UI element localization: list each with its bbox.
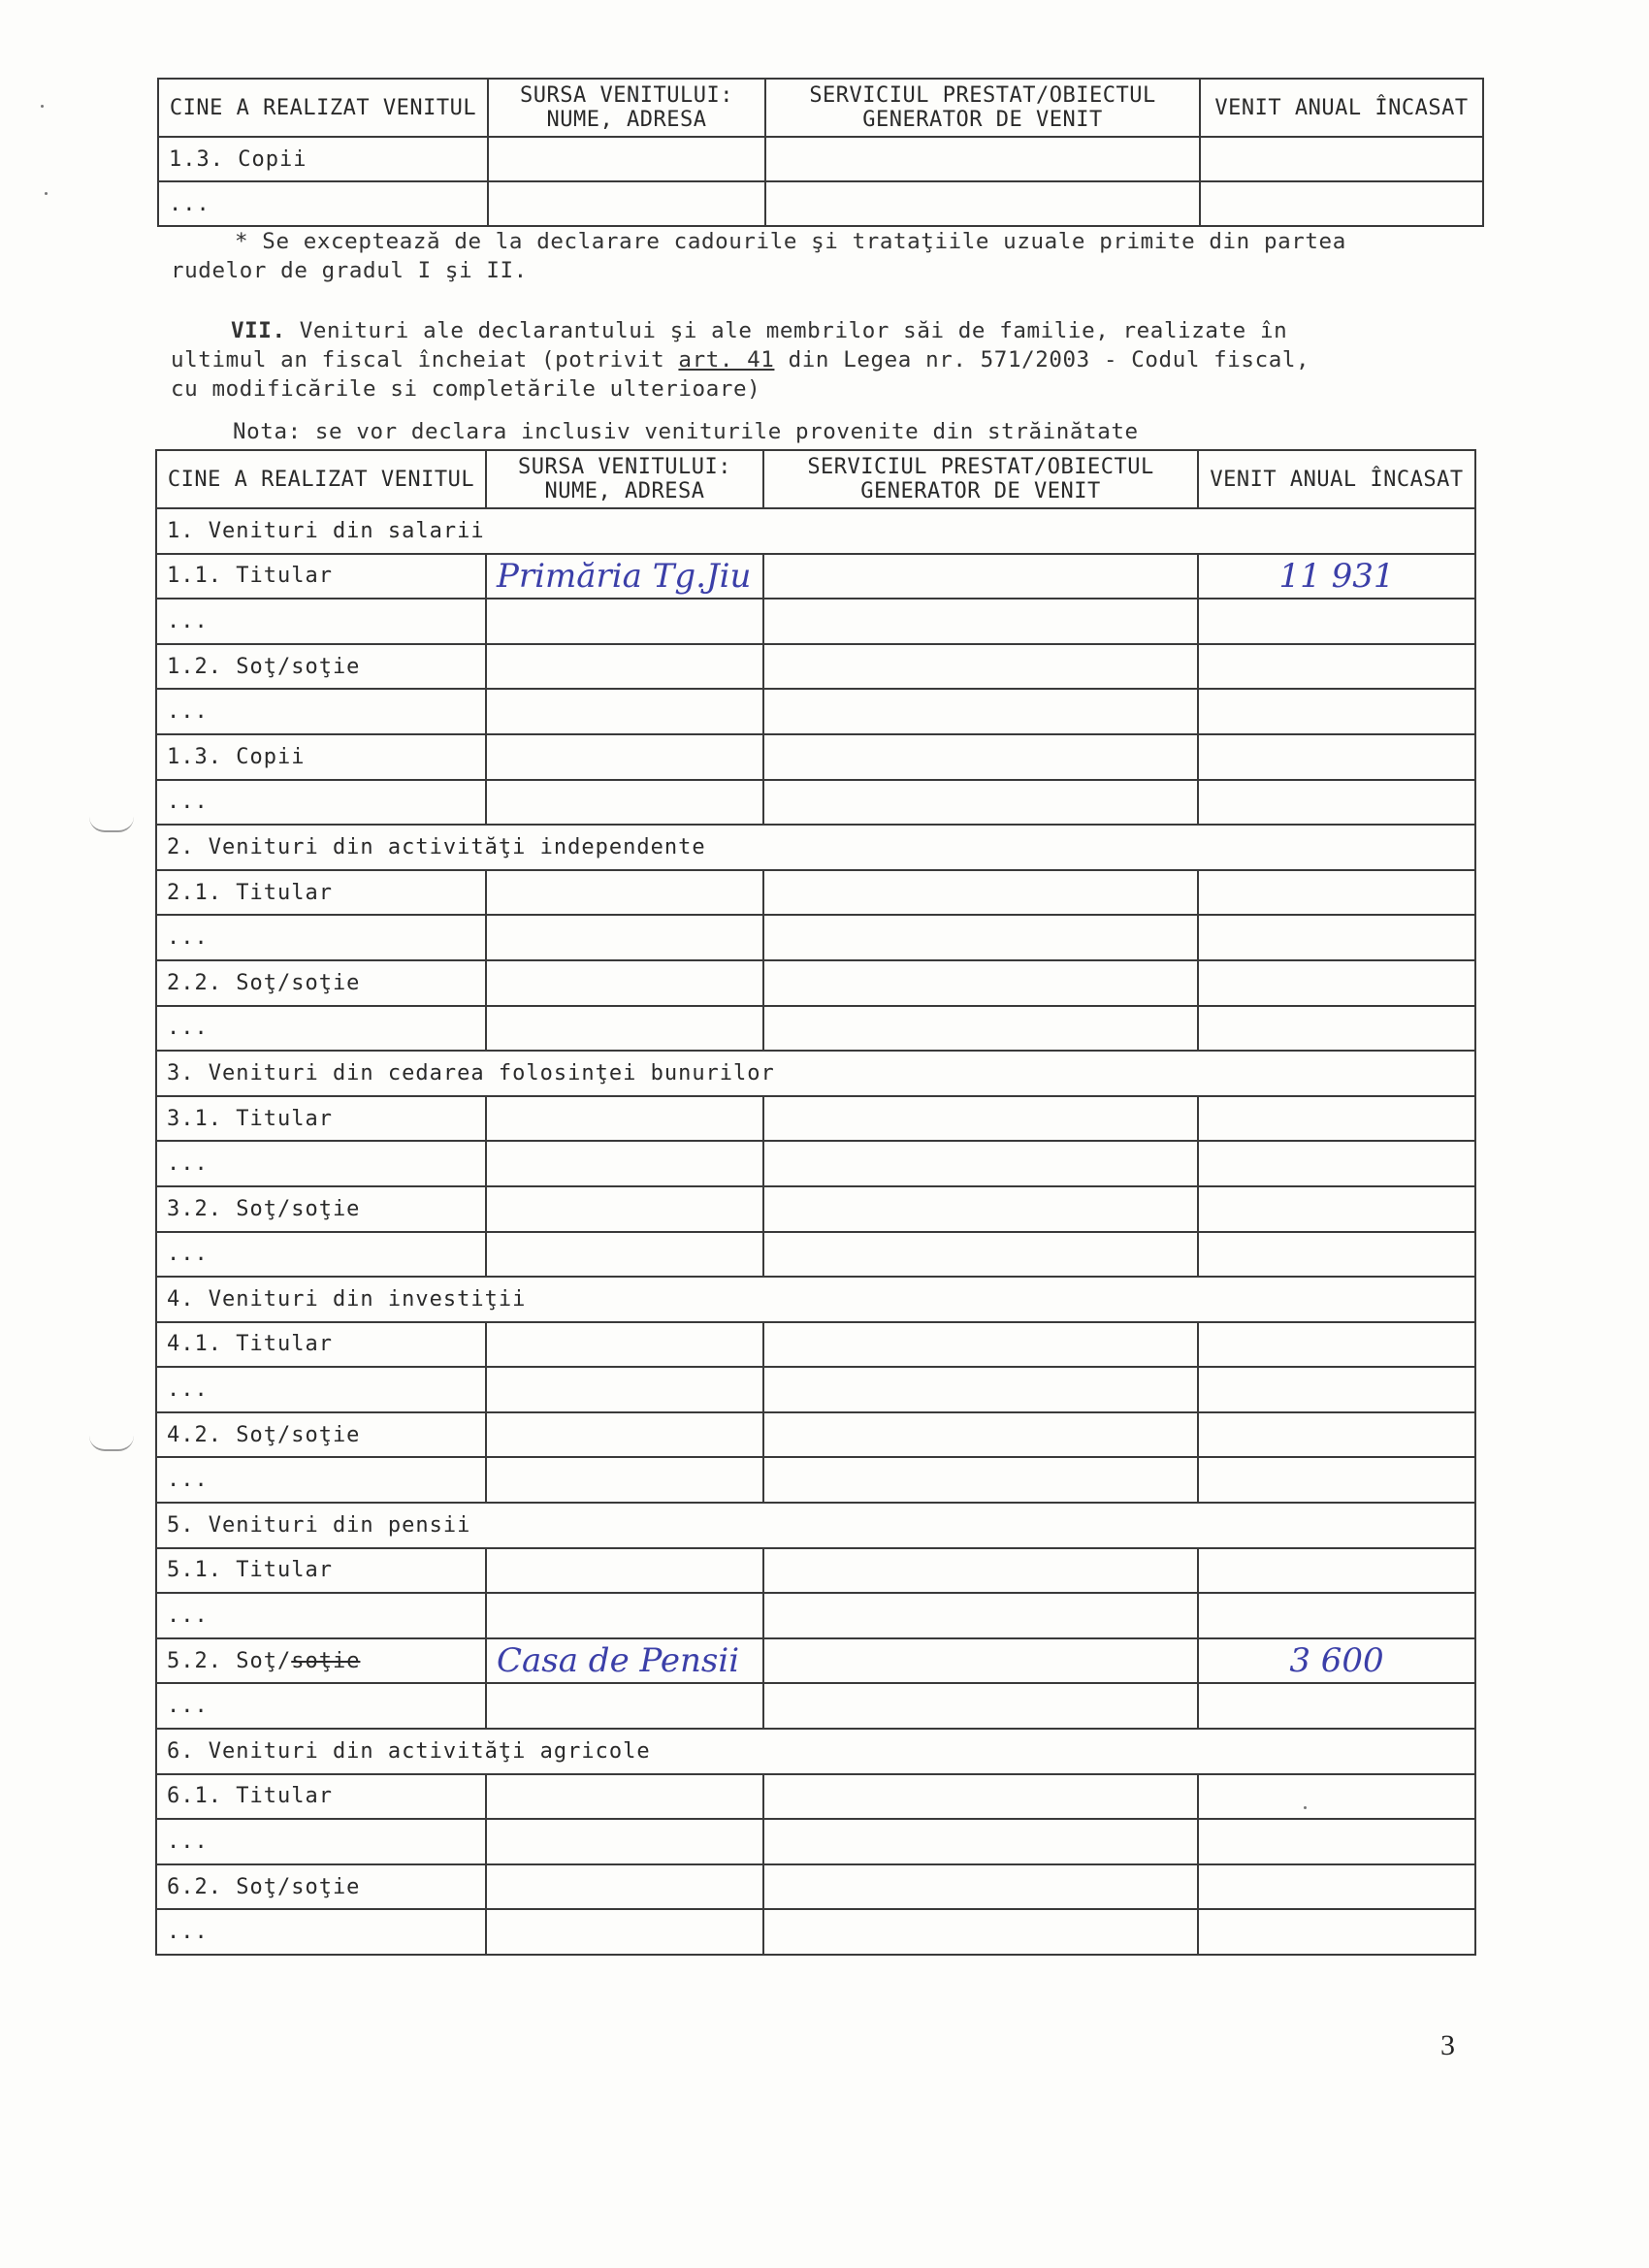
source-cell[interactable]	[486, 1593, 763, 1638]
row-label	[156, 1819, 486, 1864]
service-cell[interactable]	[763, 915, 1198, 960]
legal-article-link[interactable]: art. 41	[678, 347, 775, 373]
amount-cell[interactable]	[1198, 689, 1475, 734]
table-row	[156, 1186, 1475, 1232]
amount-cell[interactable]	[1198, 1186, 1475, 1232]
row-label-text: 2.2. Soţ/soţie	[167, 970, 361, 995]
row-label	[156, 1006, 486, 1052]
section-vii-line-2-pre: ultimul an fiscal încheiat (potrivit	[171, 347, 665, 373]
amount-cell[interactable]: 3 600	[1198, 1638, 1475, 1684]
source-cell[interactable]	[486, 734, 763, 780]
amount-cell[interactable]	[1198, 599, 1475, 644]
punch-hole-mark	[89, 1436, 134, 1451]
row-label-text: 4.1. Titular	[167, 1332, 333, 1357]
row-label-text: ...	[167, 1604, 209, 1629]
row-label	[156, 870, 486, 916]
table-row	[158, 137, 1483, 181]
service-cell[interactable]	[763, 1367, 1198, 1412]
section-title: 6. Venituri din activităţi agricole	[156, 1729, 1475, 1774]
amount-cell[interactable]	[1198, 1412, 1475, 1458]
table-row	[156, 1006, 1475, 1052]
row-label-text: ...	[167, 1920, 209, 1945]
amount-cell[interactable]	[1198, 960, 1475, 1006]
section-row	[156, 1729, 1475, 1774]
row-label	[156, 1774, 486, 1820]
service-cell[interactable]	[763, 1006, 1198, 1052]
source-cell[interactable]	[486, 1322, 763, 1368]
row-label-text: ...	[167, 1468, 209, 1493]
column-header-service: SERVICIUL PRESTAT/OBIECTUL GENERATOR DE VENIT	[763, 450, 1198, 508]
service-cell[interactable]	[763, 1548, 1198, 1594]
row-label	[156, 1096, 486, 1142]
table-row	[156, 960, 1475, 1006]
section-title: 5. Venituri din pensii	[156, 1503, 1475, 1548]
amount-cell[interactable]	[1198, 780, 1475, 826]
amount-cell[interactable]	[1198, 1141, 1475, 1186]
source-cell[interactable]	[486, 599, 763, 644]
table-row	[156, 780, 1475, 826]
section-row	[156, 1051, 1475, 1096]
row-label-text: 6.1. Titular	[167, 1784, 333, 1809]
gifts-table-body	[158, 137, 1483, 226]
service-cell[interactable]	[763, 599, 1198, 644]
table-row	[156, 1864, 1475, 1910]
service-cell[interactable]	[763, 554, 1198, 599]
row-label-text: ...	[167, 1830, 209, 1855]
punch-hole-mark	[89, 817, 134, 832]
service-cell[interactable]	[763, 734, 1198, 780]
row-label	[156, 960, 486, 1006]
source-cell[interactable]	[486, 1909, 763, 1955]
section-vii-line-3: cu modificările si completările ulterioare)	[171, 376, 761, 402]
table-row	[156, 1909, 1475, 1955]
service-cell[interactable]	[763, 870, 1198, 916]
income-table	[155, 449, 1476, 1956]
service-cell[interactable]	[763, 1909, 1198, 1955]
row-label	[156, 780, 486, 826]
source-cell[interactable]	[486, 1096, 763, 1142]
service-cell[interactable]	[763, 1141, 1198, 1186]
amount-cell[interactable]	[1198, 870, 1475, 916]
row-label-text: ...	[167, 608, 209, 633]
section-row	[156, 825, 1475, 870]
source-cell[interactable]	[486, 644, 763, 690]
table-row	[156, 734, 1475, 780]
source-cell[interactable]	[486, 960, 763, 1006]
section-title: 4. Venituri din investiţii	[156, 1277, 1475, 1322]
row-label-text: ...	[167, 790, 209, 815]
column-header-amount: VENIT ANUAL ÎNCASAT	[1200, 79, 1483, 137]
row-label	[156, 644, 486, 690]
row-label	[156, 689, 486, 734]
row-label	[156, 1367, 486, 1412]
row-label-text: 3.2. Soţ/soţie	[167, 1196, 361, 1221]
service-cell[interactable]	[763, 1683, 1198, 1729]
source-cell[interactable]	[488, 137, 765, 181]
source-cell[interactable]	[486, 1548, 763, 1594]
amount-cell[interactable]	[1198, 1006, 1475, 1052]
source-cell[interactable]	[486, 1683, 763, 1729]
column-header-source: SURSA VENITULUI: NUME, ADRESA	[488, 79, 765, 137]
service-cell[interactable]	[763, 689, 1198, 734]
table-row	[156, 689, 1475, 734]
scan-speck	[45, 192, 48, 195]
footnote-line-1: * Se exceptează de la declarare cadourile şi trataţiile uzuale primite din partea	[235, 229, 1346, 254]
row-label-text: 6.2. Soţ/soţie	[167, 1874, 361, 1899]
row-label	[156, 1186, 486, 1232]
row-label-text: 1.3. Copii	[167, 744, 306, 769]
section-vii-heading	[171, 316, 1310, 404]
amount-cell[interactable]	[1198, 734, 1475, 780]
row-label	[156, 915, 486, 960]
row-label-text: ...	[167, 925, 209, 951]
amount-cell[interactable]	[1198, 1232, 1475, 1278]
table-row	[156, 1548, 1475, 1594]
table-row	[156, 1412, 1475, 1458]
source-cell[interactable]	[486, 780, 763, 826]
row-label	[156, 1864, 486, 1910]
column-header-service: SERVICIUL PRESTAT/OBIECTUL GENERATOR DE VENIT	[765, 79, 1200, 137]
row-label	[156, 1412, 486, 1458]
row-label	[156, 1548, 486, 1594]
source-cell[interactable]	[488, 181, 765, 226]
amount-cell[interactable]	[1198, 1096, 1475, 1142]
row-label	[156, 554, 486, 599]
amount-cell[interactable]	[1198, 1322, 1475, 1368]
row-label-text: 3.1. Titular	[167, 1106, 333, 1131]
amount-cell[interactable]	[1198, 1819, 1475, 1864]
scan-speck	[41, 105, 44, 108]
service-cell[interactable]	[763, 1186, 1198, 1232]
amount-cell[interactable]	[1198, 915, 1475, 960]
amount-cell[interactable]	[1198, 1593, 1475, 1638]
table-row	[156, 644, 1475, 690]
table-row	[156, 1141, 1475, 1186]
row-label	[156, 1141, 486, 1186]
source-cell[interactable]	[486, 1774, 763, 1820]
struck-through-text: soţie	[291, 1648, 361, 1673]
source-cell[interactable]	[486, 870, 763, 916]
service-cell[interactable]	[763, 1412, 1198, 1458]
section-vii-roman: VII.	[231, 318, 286, 343]
row-label	[156, 1457, 486, 1503]
scan-speck	[1304, 1806, 1307, 1809]
table-row	[156, 1096, 1475, 1142]
service-cell[interactable]	[765, 181, 1200, 226]
table-row	[156, 1683, 1475, 1729]
section-title: 3. Venituri din cedarea folosinţei bunurilor	[156, 1051, 1475, 1096]
row-label-text: ...	[167, 1694, 209, 1719]
row-label-text: ...	[167, 1151, 209, 1177]
service-cell[interactable]	[763, 960, 1198, 1006]
row-label-text: ...	[167, 699, 209, 725]
section-row	[156, 508, 1475, 554]
row-label	[156, 1683, 486, 1729]
row-label-text: 1.1. Titular	[167, 564, 333, 589]
service-cell[interactable]	[763, 1819, 1198, 1864]
column-header-who: CINE A REALIZAT VENITUL	[156, 450, 486, 508]
table-row	[156, 599, 1475, 644]
service-cell[interactable]	[763, 1774, 1198, 1820]
row-label-text: 4.2. Soţ/soţie	[167, 1422, 361, 1447]
row-label	[156, 599, 486, 644]
source-cell[interactable]	[486, 1141, 763, 1186]
row-label	[156, 1638, 486, 1684]
service-cell[interactable]	[763, 644, 1198, 690]
column-header-source: SURSA VENITULUI: NUME, ADRESA	[486, 450, 763, 508]
source-cell[interactable]	[486, 1367, 763, 1412]
amount-cell[interactable]	[1198, 1457, 1475, 1503]
table-row	[156, 870, 1475, 916]
source-cell[interactable]	[486, 1412, 763, 1458]
section-vii-line-2-post: din Legea nr. 571/2003 - Codul fiscal,	[788, 347, 1310, 373]
footnote-line-2: rudelor de gradul I şi II.	[171, 258, 528, 283]
table-row	[156, 1593, 1475, 1638]
row-label	[156, 1909, 486, 1955]
footnote	[171, 227, 1346, 285]
section-row	[156, 1277, 1475, 1322]
service-cell[interactable]	[763, 780, 1198, 826]
source-cell[interactable]	[486, 1232, 763, 1278]
table-row	[156, 1322, 1475, 1368]
amount-cell[interactable]	[1200, 137, 1483, 181]
page-number: 3	[1440, 2029, 1455, 2061]
service-cell[interactable]	[763, 1638, 1198, 1684]
table-row	[156, 554, 1475, 599]
row-label-text: 5.1. Titular	[167, 1558, 333, 1583]
service-cell[interactable]	[763, 1457, 1198, 1503]
row-label-text: ...	[167, 1377, 209, 1403]
row-label	[156, 1593, 486, 1638]
table-row	[156, 1774, 1475, 1820]
income-table-body	[156, 508, 1475, 1955]
section-title: 1. Venituri din salarii	[156, 508, 1475, 554]
service-cell[interactable]	[763, 1232, 1198, 1278]
section-title: 2. Venituri din activităţi independente	[156, 825, 1475, 870]
table-row	[156, 915, 1475, 960]
amount-cell[interactable]	[1198, 1774, 1475, 1820]
service-cell[interactable]	[763, 1322, 1198, 1368]
amount-cell[interactable]	[1200, 181, 1483, 226]
row-label	[156, 734, 486, 780]
source-cell[interactable]	[486, 689, 763, 734]
service-cell[interactable]	[763, 1593, 1198, 1638]
row-label-text: 2.1. Titular	[167, 880, 333, 905]
source-cell[interactable]	[486, 915, 763, 960]
amount-cell[interactable]	[1198, 1909, 1475, 1955]
source-cell[interactable]: Primăria Tg.Jiu	[486, 554, 763, 599]
table-row	[156, 1457, 1475, 1503]
source-cell[interactable]	[486, 1457, 763, 1503]
row-label: 1.3. Copii	[158, 137, 488, 181]
column-header-amount: VENIT ANUAL ÎNCASAT	[1198, 450, 1475, 508]
row-label-text: ...	[167, 1242, 209, 1267]
amount-cell[interactable]	[1198, 1548, 1475, 1594]
service-cell[interactable]	[763, 1096, 1198, 1142]
amount-cell[interactable]	[1198, 1367, 1475, 1412]
section-vii-line-1: Venituri ale declarantului şi ale membrilor săi de familie, realizate în	[299, 318, 1288, 343]
service-cell[interactable]	[765, 137, 1200, 181]
service-cell[interactable]	[763, 1864, 1198, 1910]
row-label-text: 5.2. Soţ/	[167, 1648, 292, 1673]
table-row	[156, 1367, 1475, 1412]
source-cell[interactable]	[486, 1819, 763, 1864]
amount-cell[interactable]	[1198, 1683, 1475, 1729]
foreign-income-note	[233, 417, 1139, 446]
row-label-text: 1.2. Soţ/soţie	[167, 654, 361, 679]
table-row	[158, 181, 1483, 226]
table-row	[156, 1232, 1475, 1278]
source-cell[interactable]	[486, 1006, 763, 1052]
section-row	[156, 1503, 1475, 1548]
table-row	[156, 1638, 1475, 1684]
amount-cell[interactable]: 11 931	[1198, 554, 1475, 599]
foreign-income-note-text: Nota: se vor declara inclusiv veniturile provenite din străinătate	[233, 419, 1139, 444]
table-row	[156, 1819, 1475, 1864]
source-cell[interactable]	[486, 1864, 763, 1910]
row-label	[156, 1232, 486, 1278]
gifts-table-continued	[157, 78, 1484, 227]
source-cell[interactable]	[486, 1186, 763, 1232]
source-cell[interactable]: Casa de Pensii	[486, 1638, 763, 1684]
row-label: ...	[158, 181, 488, 226]
amount-cell[interactable]	[1198, 644, 1475, 690]
row-label	[156, 1322, 486, 1368]
column-header-who: CINE A REALIZAT VENITUL	[158, 79, 488, 137]
row-label-text: ...	[167, 1016, 209, 1041]
amount-cell[interactable]	[1198, 1864, 1475, 1910]
